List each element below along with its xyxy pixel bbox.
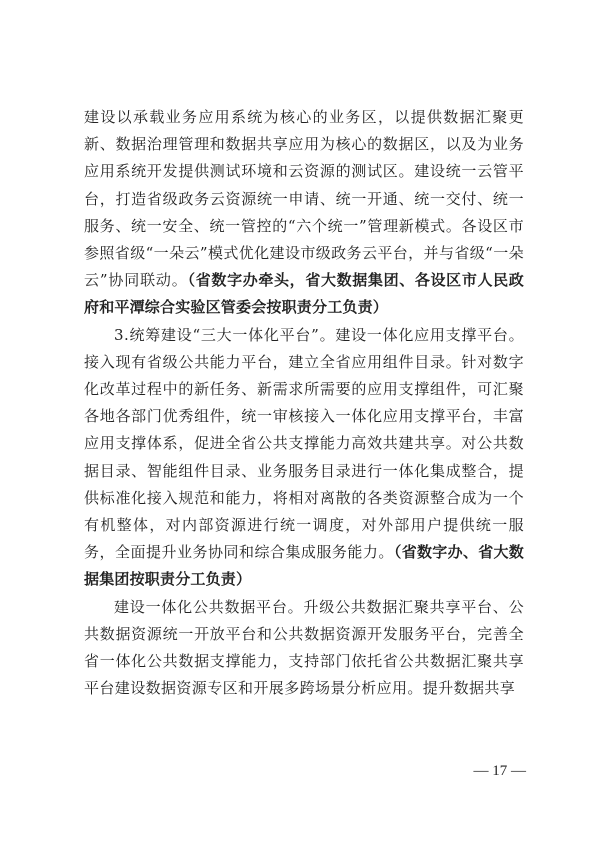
paragraph-text: 3.统筹建设“三大一体化平台”。建设一体化应用支撑平台。接入现有省级公共能力平台，建立全省应用组件目录。针对数字化改革过程中的新任务、新需求所需要的应用支撑组件，可汇聚各地各部门优秀组件，统一审核接入一体化应用支撑平台，丰富应用支撑体系，促进全省公共支撑能力高效共建共享。对公共数据目录、智能组件目录、业务服务目录进行一体化集成整合，提供标准化接入规范和能力，将相对离散的各类资源整合成为一个有机整体，对内部资源进行统一调度，对外部用户提供统一服务，全面提升业务协同和综合集成服务能力。 bbox=[84, 325, 524, 562]
paragraph-three-platforms bbox=[84, 322, 524, 594]
page-number: — 17 — bbox=[473, 763, 526, 779]
body-text bbox=[84, 104, 524, 702]
paragraph-text: 建设一体化公共数据平台。升级公共数据汇聚共享平台、公共数据资源统一开放平台和公共数据资源开发服务平台，完善全省一体化公共数据支撑能力，支持部门依托省公共数据汇聚共享平台建设数据资源专区和开展多跨场景分析应用。提升数据共享 bbox=[84, 597, 524, 698]
paragraph-text: 建设以承载业务应用系统为核心的业务区，以提供数据汇聚更新、数据治理管理和数据共享应用为核心的数据区，以及为业务应用系统开发提供测试环境和云资源的测试区。建设统一云管平台，打造省级政务云资源统一申请、统一开通、统一交付、统一服务、统一安全、统一管控的“六个统一”管理新模式。各设区市参照省级“一朵云”模式优化建设市级政务云平台，并与省级“一朵云”协同联动。 bbox=[84, 108, 525, 290]
paragraph-cloud-platform bbox=[84, 104, 524, 322]
responsibility-note: （省数字办牵头，省大数据集团、各设区市人民政府和平潭综合实验区管委会按职责分工负责） bbox=[84, 271, 524, 317]
paragraph-public-data-platform bbox=[84, 594, 524, 703]
responsibility-note: （省数字办、省大数据集团按职责分工负责） bbox=[84, 543, 524, 589]
